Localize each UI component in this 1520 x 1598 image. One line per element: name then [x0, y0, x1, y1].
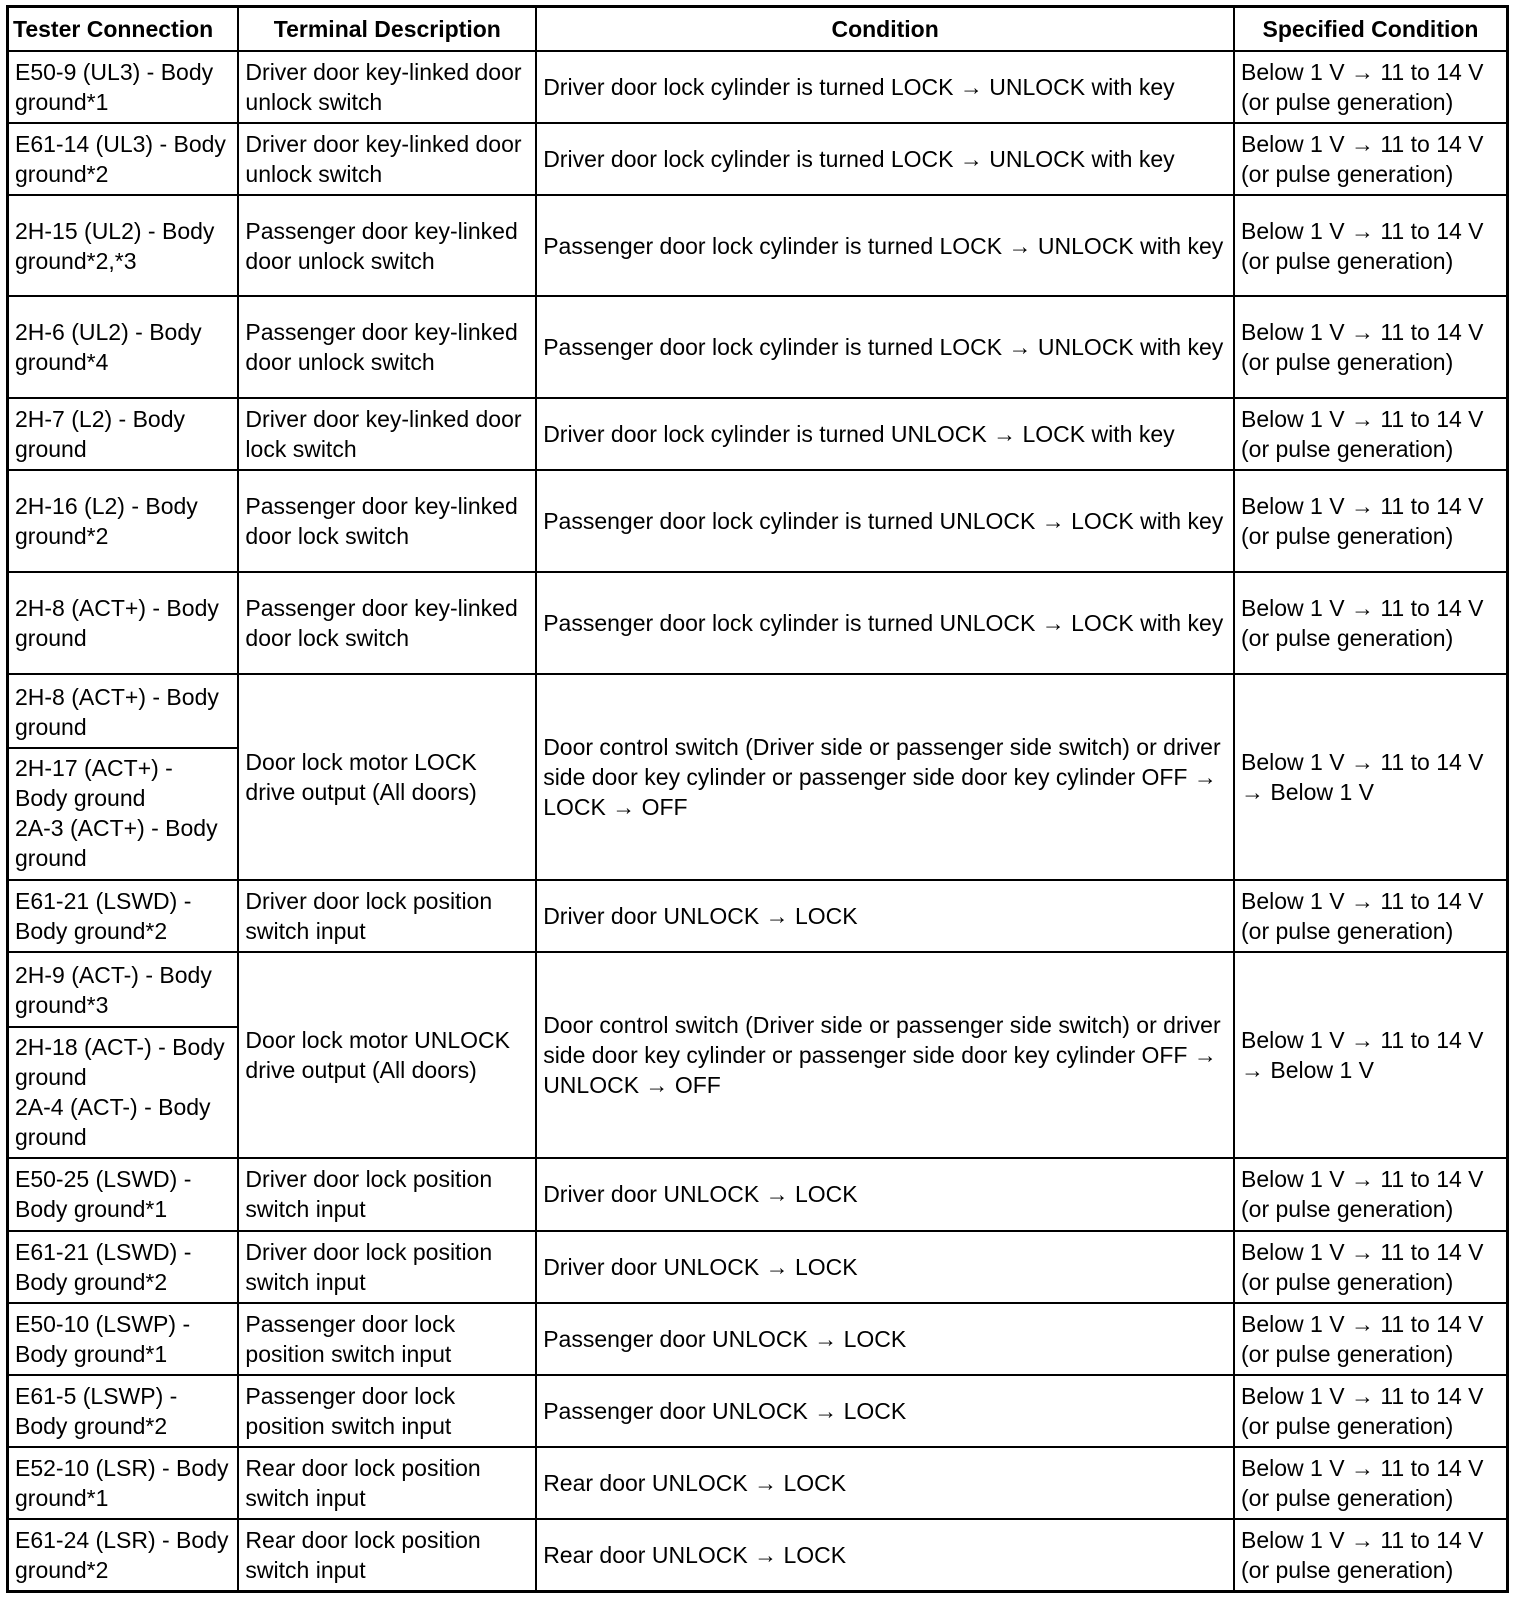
table-row — [8, 1231, 1508, 1303]
tester-connection-part: 2H-8 (ACT+) - Body ground — [15, 683, 219, 740]
table-row — [8, 470, 1508, 572]
condition-cell: Rear door UNLOCK → LOCK — [536, 1447, 1234, 1519]
terminal-description-cell: Driver door key-linked door unlock switch — [238, 123, 536, 195]
table-row — [8, 952, 1508, 1158]
condition-cell: Driver door lock cylinder is turned UNLOCK → LOCK with key — [536, 398, 1234, 470]
tester-connection-part: 2H-17 (ACT+) - Body ground 2A-3 (ACT+) - Body ground — [9, 747, 237, 877]
tester-connection-cell: E50-9 (UL3) - Body ground*1 — [8, 51, 239, 123]
terminal-description-cell: Driver door lock position switch input — [238, 1231, 536, 1303]
specified-condition-cell: Below 1 V → 11 to 14 V (or pulse generation) — [1234, 296, 1507, 398]
specified-condition-cell: Below 1 V → 11 to 14 V (or pulse generation) — [1234, 195, 1507, 297]
terminal-description-cell: Passenger door key-linked door unlock switch — [238, 296, 536, 398]
terminal-description-cell: Door lock motor UNLOCK drive output (All doors) — [238, 952, 536, 1158]
tester-connection-cell: 2H-7 (L2) - Body ground — [8, 398, 239, 470]
terminal-description-cell: Driver door key-linked door unlock switch — [238, 51, 536, 123]
tester-connection-cell: 2H-8 (ACT+) - Body ground — [8, 572, 239, 674]
table-row — [8, 1158, 1508, 1230]
tester-connection-cell: 2H-15 (UL2) - Body ground*2,*3 — [8, 195, 239, 297]
tester-connection-cell: E61-21 (LSWD) - Body ground*2 — [8, 1231, 239, 1303]
specified-condition-cell: Below 1 V → 11 to 14 V (or pulse generation) — [1234, 1158, 1507, 1230]
terminal-description-cell: Driver door lock position switch input — [238, 1158, 536, 1230]
table-row — [8, 674, 1508, 880]
condition-cell: Driver door UNLOCK → LOCK — [536, 1231, 1234, 1303]
terminal-description-cell: Passenger door key-linked door lock switch — [238, 470, 536, 572]
tester-connection-cell: E50-25 (LSWD) - Body ground*1 — [8, 1158, 239, 1230]
table-row — [8, 398, 1508, 470]
header-terminal-description: Terminal Description — [238, 7, 536, 51]
tester-connection-cell: E50-10 (LSWP) - Body ground*1 — [8, 1303, 239, 1375]
terminal-description-cell: Passenger door lock position switch input — [238, 1375, 536, 1447]
specified-condition-cell: Below 1 V → 11 to 14 V (or pulse generation) — [1234, 1303, 1507, 1375]
table-row — [8, 123, 1508, 195]
table-row — [8, 1447, 1508, 1519]
table-row — [8, 1375, 1508, 1447]
tester-connection-part: 2H-18 (ACT-) - Body ground 2A-4 (ACT-) - Body ground — [9, 1026, 237, 1156]
tester-connection-part: 2H-9 (ACT-) - Body ground*3 — [15, 962, 212, 1019]
specified-condition-cell: Below 1 V → 11 to 14 V (or pulse generation) — [1234, 398, 1507, 470]
table-row — [8, 296, 1508, 398]
header-row — [8, 7, 1508, 51]
condition-cell: Passenger door lock cylinder is turned LOCK → UNLOCK with key — [536, 296, 1234, 398]
terminal-description-cell: Passenger door key-linked door unlock switch — [238, 195, 536, 297]
terminal-description-cell: Door lock motor LOCK drive output (All doors) — [238, 674, 536, 880]
terminal-description-cell: Driver door lock position switch input — [238, 880, 536, 952]
tester-connection-cell: E61-24 (LSR) - Body ground*2 — [8, 1519, 239, 1591]
condition-cell: Driver door lock cylinder is turned LOCK → UNLOCK with key — [536, 123, 1234, 195]
terminal-description-cell: Rear door lock position switch input — [238, 1447, 536, 1519]
condition-cell: Door control switch (Driver side or passenger side switch) or driver side door key cylinder or passenger side door key cylinder OFF → LOCK → OFF — [536, 674, 1234, 880]
condition-cell: Passenger door UNLOCK → LOCK — [536, 1303, 1234, 1375]
specified-condition-cell: Below 1 V → 11 to 14 V → Below 1 V — [1234, 952, 1507, 1158]
table-row — [8, 195, 1508, 297]
tester-connection-cell: 2H-16 (L2) - Body ground*2 — [8, 470, 239, 572]
specified-condition-cell: Below 1 V → 11 to 14 V → Below 1 V — [1234, 674, 1507, 880]
specified-condition-cell: Below 1 V → 11 to 14 V (or pulse generation) — [1234, 1375, 1507, 1447]
condition-cell: Passenger door lock cylinder is turned UNLOCK → LOCK with key — [536, 572, 1234, 674]
header-specified-condition: Specified Condition — [1234, 7, 1507, 51]
tester-connection-cell: E52-10 (LSR) - Body ground*1 — [8, 1447, 239, 1519]
tester-connection-table — [6, 5, 1509, 1593]
terminal-description-cell: Driver door key-linked door lock switch — [238, 398, 536, 470]
condition-cell: Passenger door UNLOCK → LOCK — [536, 1375, 1234, 1447]
tester-connection-cell — [8, 952, 239, 1158]
table-row — [8, 1303, 1508, 1375]
condition-cell: Door control switch (Driver side or passenger side switch) or driver side door key cylinder or passenger side door key cylinder OFF → UNLOCK → OFF — [536, 952, 1234, 1158]
specified-condition-cell: Below 1 V → 11 to 14 V (or pulse generation) — [1234, 1519, 1507, 1591]
specified-condition-cell: Below 1 V → 11 to 14 V (or pulse generation) — [1234, 470, 1507, 572]
tester-connection-cell: 2H-6 (UL2) - Body ground*4 — [8, 296, 239, 398]
condition-cell: Driver door lock cylinder is turned LOCK → UNLOCK with key — [536, 51, 1234, 123]
terminal-description-cell: Rear door lock position switch input — [238, 1519, 536, 1591]
table-row — [8, 572, 1508, 674]
specified-condition-cell: Below 1 V → 11 to 14 V (or pulse generation) — [1234, 123, 1507, 195]
tester-connection-cell: E61-5 (LSWP) - Body ground*2 — [8, 1375, 239, 1447]
table-row — [8, 1519, 1508, 1591]
table-row — [8, 880, 1508, 952]
tester-connection-cell — [8, 674, 239, 880]
specified-condition-cell: Below 1 V → 11 to 14 V (or pulse generation) — [1234, 51, 1507, 123]
specified-condition-cell: Below 1 V → 11 to 14 V (or pulse generation) — [1234, 572, 1507, 674]
specified-condition-cell: Below 1 V → 11 to 14 V (or pulse generation) — [1234, 1231, 1507, 1303]
tester-connection-cell: E61-21 (LSWD) - Body ground*2 — [8, 880, 239, 952]
terminal-description-cell: Passenger door key-linked door lock switch — [238, 572, 536, 674]
condition-cell: Passenger door lock cylinder is turned LOCK → UNLOCK with key — [536, 195, 1234, 297]
table-row — [8, 51, 1508, 123]
condition-cell: Rear door UNLOCK → LOCK — [536, 1519, 1234, 1591]
tester-connection-cell: E61-14 (UL3) - Body ground*2 — [8, 123, 239, 195]
terminal-description-cell: Passenger door lock position switch input — [238, 1303, 536, 1375]
condition-cell: Passenger door lock cylinder is turned UNLOCK → LOCK with key — [536, 470, 1234, 572]
header-condition: Condition — [536, 7, 1234, 51]
specified-condition-cell: Below 1 V → 11 to 14 V (or pulse generation) — [1234, 1447, 1507, 1519]
header-tester-connection: Tester Connection — [8, 7, 239, 51]
condition-cell: Driver door UNLOCK → LOCK — [536, 880, 1234, 952]
condition-cell: Driver door UNLOCK → LOCK — [536, 1158, 1234, 1230]
specified-condition-cell: Below 1 V → 11 to 14 V (or pulse generation) — [1234, 880, 1507, 952]
